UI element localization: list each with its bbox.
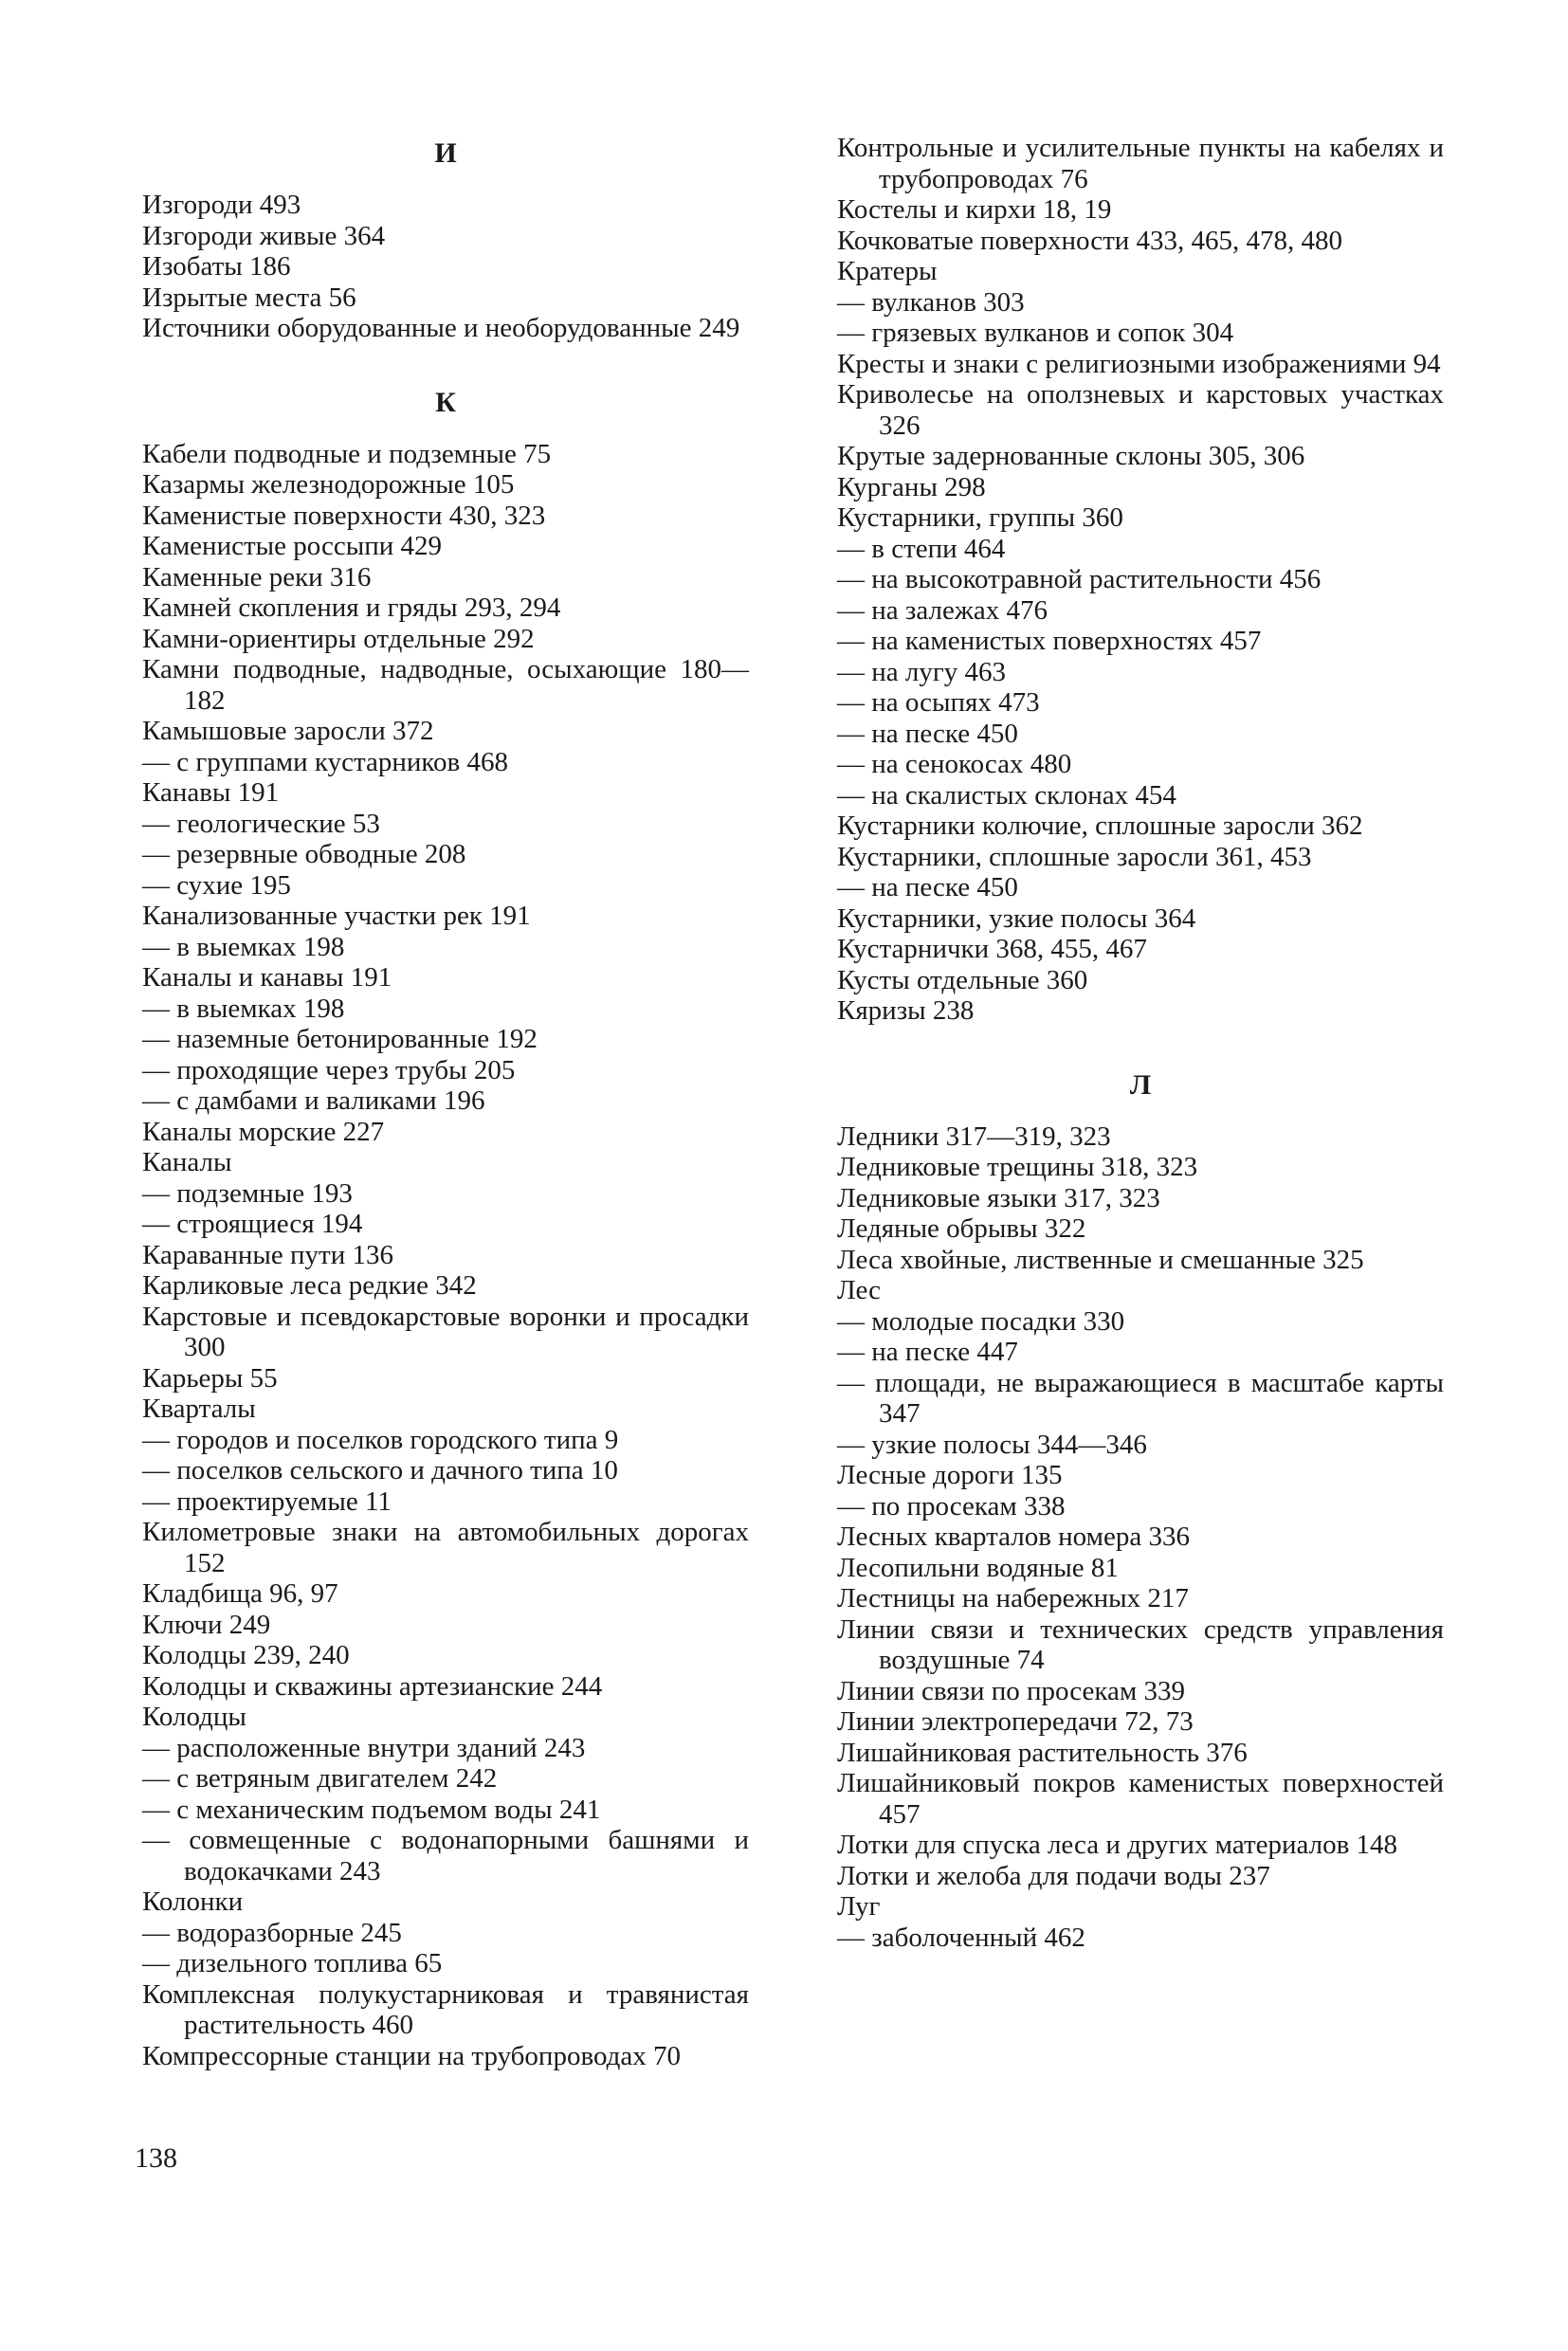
index-entry: Каналы bbox=[142, 1147, 232, 1177]
index-subentry: — проектируемые 11 bbox=[142, 1485, 392, 1517]
index-entry: Изрытые места 56 bbox=[142, 282, 356, 313]
index-entry: Лишайниковый покров каменистых поверхностей 457 bbox=[837, 1768, 1444, 1830]
index-entry: Кабели подводные и подземные 75 bbox=[142, 438, 552, 469]
index-subentry: — проходящие через трубы 205 bbox=[142, 1054, 516, 1085]
index-subentry: — расположенные внутри зданий 243 bbox=[142, 1732, 586, 1763]
index-subentry: — строящиеся 194 bbox=[142, 1209, 363, 1239]
index-entry: Ледники 317—319, 323 bbox=[837, 1121, 1111, 1152]
index-entry: Кустарники колючие, сплошные заросли 362 bbox=[837, 811, 1363, 841]
index-subentry: — заболоченный 462 bbox=[837, 1922, 1085, 1953]
index-entry: Кяризы 238 bbox=[837, 995, 975, 1026]
index-entry: Лесных кварталов номера 336 bbox=[837, 1522, 1190, 1552]
index-subentry: — по просекам 338 bbox=[837, 1490, 1066, 1522]
index-entry: Источники оборудованные и необорудованные 249 bbox=[142, 313, 740, 343]
section-letter-heading: Л bbox=[1129, 1068, 1152, 1101]
index-entry: Камней скопления и гряды 293, 294 bbox=[142, 592, 561, 623]
index-entry: Каменистые поверхности 430, 323 bbox=[142, 500, 546, 531]
index-entry: Колодцы и скважины артезианские 244 bbox=[142, 1670, 603, 1702]
index-subentry: — геологические 53 bbox=[142, 808, 380, 839]
index-entry: Каналы морские 227 bbox=[142, 1116, 385, 1147]
index-entry: Ледниковые языки 317, 323 bbox=[837, 1182, 1160, 1213]
index-entry: Кладбища 96, 97 bbox=[142, 1578, 338, 1609]
index-subentry: — на каменистых поверхностях 457 bbox=[837, 626, 1262, 656]
index-entry: Колонки bbox=[142, 1886, 244, 1917]
index-subentry: — с механическим подъемом воды 241 bbox=[142, 1794, 601, 1825]
index-entry: Леса хвойные, лиственные и смешанные 325 bbox=[837, 1244, 1364, 1275]
index-subentry: — грязевых вулканов и сопок 304 bbox=[837, 318, 1234, 348]
index-subentry: — в выемках 198 bbox=[142, 931, 345, 962]
index-entry: Линии связи по просекам 339 bbox=[837, 1675, 1185, 1706]
index-subentry: — молодые посадки 330 bbox=[837, 1305, 1125, 1337]
index-entry: Кустарнички 368, 455, 467 bbox=[837, 934, 1147, 964]
index-subentry: — на песке 450 bbox=[837, 718, 1018, 749]
index-entry: Лотки для спуска леса и других материалов 148 bbox=[837, 1830, 1398, 1860]
heading-spacer bbox=[142, 424, 749, 439]
index-entry: Изобаты 186 bbox=[142, 251, 291, 282]
right-index-column bbox=[837, 133, 1444, 1953]
index-entry: Лесопильни водяные 81 bbox=[837, 1552, 1119, 1583]
index-entry: Канализованные участки рек 191 bbox=[142, 901, 531, 931]
index-subentry: — городов и поселков городского типа 9 bbox=[142, 1424, 619, 1455]
index-entry: Комплексная полукустарниковая и травянистая растительность 460 bbox=[142, 1978, 749, 2040]
index-entry: Кусты отдельные 360 bbox=[837, 964, 1088, 995]
index-entry: Колодцы 239, 240 bbox=[142, 1640, 350, 1670]
index-subentry: — в степи 464 bbox=[837, 533, 1006, 564]
index-entry: Изгороди живые 364 bbox=[142, 220, 386, 251]
index-entry: Камни-ориентиры отдельные 292 bbox=[142, 623, 535, 654]
index-entry: Казармы железнодорожные 105 bbox=[142, 469, 515, 500]
index-entry: Кустарники, узкие полосы 364 bbox=[837, 902, 1196, 934]
index-entry: Колодцы bbox=[142, 1702, 246, 1732]
index-entry: Ледниковые трещины 318, 323 bbox=[837, 1152, 1198, 1182]
index-subentry: — на залежах 476 bbox=[837, 594, 1048, 626]
index-subentry: — узкие полосы 344—346 bbox=[837, 1429, 1147, 1460]
index-subentry: — в выемках 198 bbox=[142, 993, 345, 1024]
index-entry: Ледяные обрывы 322 bbox=[837, 1213, 1086, 1244]
heading-spacer bbox=[142, 174, 749, 190]
index-entry: Каменистые россыпи 429 bbox=[142, 531, 442, 561]
index-entry: Камышовые заросли 372 bbox=[142, 716, 434, 746]
index-entry: Лотки и желоба для подачи воды 237 bbox=[837, 1860, 1270, 1891]
index-subentry: — с группами кустарников 468 bbox=[142, 746, 508, 777]
index-entry: Лишайниковая растительность 376 bbox=[837, 1737, 1248, 1768]
index-subentry: — наземные бетонированные 192 bbox=[142, 1024, 538, 1054]
left-index-column bbox=[142, 133, 749, 2071]
index-entry: Карстовые и псевдокарстовые воронки и просадки 300 bbox=[142, 1301, 749, 1362]
index-subentry: — на сенокосах 480 bbox=[837, 749, 1072, 779]
index-entry: Километровые знаки на автомобильных дорогах 152 bbox=[142, 1517, 749, 1578]
index-subentry: — на осыпях 473 bbox=[837, 687, 1040, 718]
page-number: 138 bbox=[135, 2142, 177, 2174]
heading-spacer bbox=[837, 1106, 1444, 1121]
index-subentry: — вулканов 303 bbox=[837, 286, 1025, 318]
index-entry: Кварталы bbox=[142, 1394, 256, 1424]
index-entry: Каменные реки 316 bbox=[142, 561, 372, 592]
index-entry: Каналы и канавы 191 bbox=[142, 962, 392, 993]
index-entry: Луг bbox=[837, 1891, 881, 1922]
index-subentry: — совмещенные с водонапорными башнями и водокачками 243 bbox=[142, 1825, 749, 1886]
index-entry: Крутые задернованные склоны 305, 306 bbox=[837, 441, 1305, 471]
index-subentry: — дизельного топлива 65 bbox=[142, 1948, 443, 1978]
index-subentry: — водоразборные 245 bbox=[142, 1917, 402, 1948]
section-spacer bbox=[142, 344, 749, 382]
section-letter-heading: К bbox=[435, 386, 456, 418]
index-entry: Карликовые леса редкие 342 bbox=[142, 1270, 477, 1301]
index-entry: Линии связи и технических средств управления воздушные 74 bbox=[837, 1613, 1444, 1675]
index-entry: Линии электропередачи 72, 73 bbox=[837, 1706, 1194, 1737]
index-entry: Ключи 249 bbox=[142, 1609, 271, 1640]
index-entry: Курганы 298 bbox=[837, 471, 986, 502]
index-entry: Криволесье на оползневых и карстовых участках 326 bbox=[837, 379, 1444, 441]
index-subentry: — подземные 193 bbox=[142, 1177, 353, 1209]
index-entry: Кустарники, сплошные заросли 361, 453 bbox=[837, 841, 1312, 872]
index-subentry: — сухие 195 bbox=[142, 869, 291, 901]
section-spacer bbox=[837, 1027, 1444, 1065]
index-subentry: — площади, не выражающиеся в масштабе карты 347 bbox=[837, 1367, 1444, 1429]
index-entry: Карьеры 55 bbox=[142, 1362, 278, 1394]
index-entry: Кресты и знаки с религиозными изображениями 94 bbox=[837, 348, 1441, 379]
index-entry: Контрольные и усилительные пункты на кабелях и трубопроводах 76 bbox=[837, 133, 1444, 194]
index-subentry: — поселков сельского и дачного типа 10 bbox=[142, 1455, 618, 1485]
index-subentry: — на лугу 463 bbox=[837, 656, 1007, 687]
index-subentry: — на высокотравной растительности 456 bbox=[837, 564, 1322, 594]
index-subentry: — на песке 447 bbox=[837, 1337, 1018, 1367]
section-letter-heading: И bbox=[434, 137, 457, 169]
index-entry: Кустарники, группы 360 bbox=[837, 502, 1123, 533]
index-subentry: — резервные обводные 208 bbox=[142, 839, 466, 869]
index-subentry: — на скалистых склонах 454 bbox=[837, 779, 1176, 811]
index-subentry: — с дамбами и валиками 196 bbox=[142, 1085, 485, 1116]
index-entry: Лес bbox=[837, 1275, 881, 1305]
index-entry: Компрессорные станции на трубопроводах 70 bbox=[142, 2040, 681, 2071]
index-entry: Канавы 191 bbox=[142, 777, 280, 808]
index-entry: Лестницы на набережных 217 bbox=[837, 1583, 1189, 1613]
index-entry: Кочковатые поверхности 433, 465, 478, 480 bbox=[837, 225, 1343, 256]
index-entry: Костелы и кирхи 18, 19 bbox=[837, 194, 1112, 225]
index-entry: Лесные дороги 135 bbox=[837, 1460, 1063, 1490]
index-entry: Изгороди 493 bbox=[142, 190, 301, 220]
index-subentry: — с ветряным двигателем 242 bbox=[142, 1763, 498, 1794]
index-entry: Камни подводные, надводные, осыхающие 180—182 bbox=[142, 654, 749, 716]
index-entry: Караванные пути 136 bbox=[142, 1239, 393, 1270]
index-subentry: — на песке 450 bbox=[837, 872, 1018, 902]
index-entry: Кратеры bbox=[837, 256, 938, 286]
